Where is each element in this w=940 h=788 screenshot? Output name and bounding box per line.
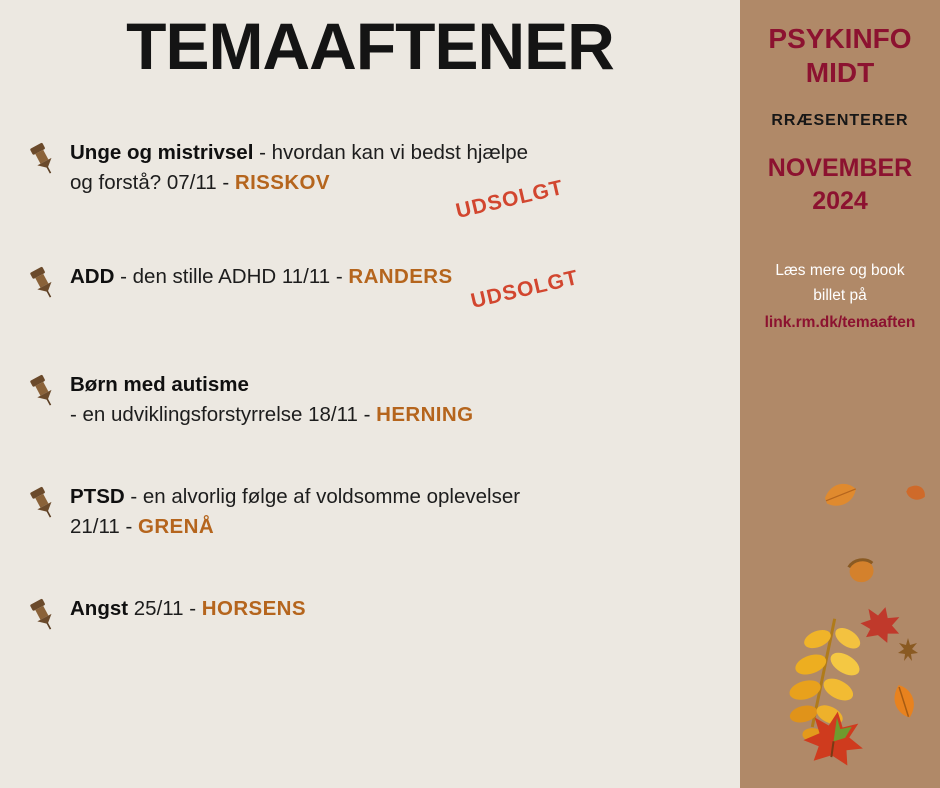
event-list [0, 138, 740, 702]
autumn-leaves-decoration [740, 458, 940, 788]
event-title: ADD [70, 265, 115, 288]
event-city: HORSENS [201, 597, 306, 620]
event-line-2 [70, 400, 740, 430]
leaf-icon [898, 638, 918, 661]
event-title: Børn med autisme [70, 373, 249, 396]
event-line-1 [70, 594, 740, 624]
leaf-icon [822, 479, 859, 509]
event-city: GRENÅ [138, 515, 215, 538]
booking-link[interactable]: link.rm.dk/temaaften [764, 314, 916, 331]
event-title: Unge og mistrivsel [70, 141, 254, 164]
event-detail-cont: 21/11 - [70, 515, 138, 538]
poster-sidebar [740, 0, 940, 788]
booking-line-1: Læs mere og book [775, 262, 905, 279]
list-item [0, 370, 740, 430]
list-item [0, 594, 740, 650]
leaf-icon [857, 602, 904, 645]
event-title: PTSD [70, 485, 125, 508]
event-line-2 [70, 512, 740, 542]
booking-info [740, 258, 940, 335]
month-year: 2024 [812, 187, 868, 215]
leaf-icon [848, 558, 875, 584]
booking-line-2: billet på [813, 287, 867, 304]
leaf-icon [782, 615, 868, 747]
brand-name [740, 22, 940, 90]
pushpin-icon [26, 374, 60, 408]
leaf-icon [905, 482, 928, 503]
event-detail: - en alvorlig følge af voldsomme oplevelser [124, 485, 521, 508]
event-line-1 [70, 262, 740, 292]
month-name: NOVEMBER [767, 154, 913, 182]
event-line-1 [70, 482, 740, 512]
event-title: Angst [70, 597, 129, 620]
event-city: HERNING [376, 403, 474, 426]
event-line-1 [70, 138, 740, 168]
list-item [0, 482, 740, 542]
event-detail: - den stille ADHD 11/11 - [114, 265, 349, 288]
presents-label: RRÆSENTERER [771, 112, 909, 129]
pushpin-icon [26, 486, 60, 520]
page-title: TEMAAFTENER [126, 9, 614, 83]
event-line-2 [70, 168, 740, 198]
list-item [0, 262, 740, 318]
status-badge: UDSOLGT [453, 175, 566, 224]
event-city: RANDERS [348, 265, 453, 288]
month-heading [740, 152, 940, 218]
leaf-icon [801, 707, 868, 767]
event-line-1 [70, 370, 740, 400]
brand-line-2: MIDT [805, 57, 875, 88]
brand-line-1: PSYKINFO [768, 23, 912, 54]
event-detail-cont: og forstå? 07/11 - [70, 171, 235, 194]
list-item [0, 138, 740, 224]
event-city: RISSKOV [234, 171, 330, 194]
pushpin-icon [26, 598, 60, 632]
pushpin-icon [26, 142, 60, 176]
event-detail: - hvordan kan vi bedst hjælpe [253, 141, 529, 164]
event-detail: 25/11 - [128, 597, 202, 620]
leaf-icon [892, 683, 917, 720]
event-detail-cont: - en udviklingsforstyrrelse 18/11 - [70, 403, 377, 426]
pushpin-icon [26, 266, 60, 300]
status-badge: UDSOLGT [468, 265, 581, 314]
